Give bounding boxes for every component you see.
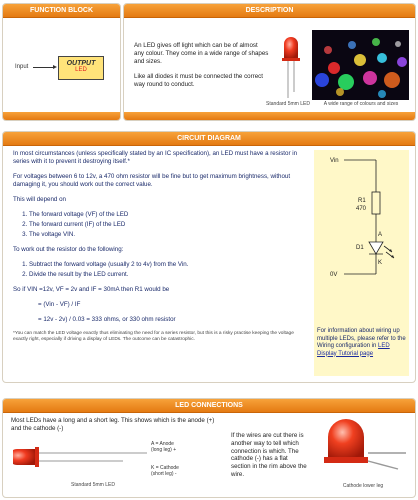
circuit-diagram-panel bbox=[2, 131, 416, 383]
description-text bbox=[134, 42, 269, 96]
input-label: Input bbox=[15, 64, 29, 70]
anode-legend-line-1: A = Anode bbox=[151, 441, 174, 447]
circuit-example: So if VIN =12v, VF = 2v and IF = 30mA then R1 would be bbox=[13, 286, 170, 293]
depends-item: 3. The voltage VIN. bbox=[29, 231, 305, 239]
vin-label: Vin bbox=[330, 158, 339, 164]
input-arrow-head bbox=[53, 65, 57, 69]
circuit-intro: In most circumstances (unless specifically stated by an IC specification), an LED must have a resistor in series with it to prevent it destroying itself.* bbox=[13, 150, 298, 165]
circuit-work-out: To work out the resistor do the following: bbox=[13, 246, 124, 253]
description-title: DESCRIPTION bbox=[124, 4, 415, 18]
panel-footer bbox=[3, 112, 120, 120]
d1-label: D1 bbox=[356, 245, 364, 251]
r1-value: 470 bbox=[356, 206, 367, 212]
led-legs-image bbox=[13, 439, 148, 473]
cathode-legend bbox=[151, 465, 179, 477]
function-block-panel bbox=[2, 3, 121, 121]
panel-footer bbox=[124, 112, 415, 120]
steps-list bbox=[13, 261, 305, 279]
led-label: LED bbox=[75, 67, 87, 73]
description-para-1: An LED gives off light which can be of almost any colour. They come in a wide range of shapes and sizes. bbox=[134, 42, 269, 65]
depends-list bbox=[13, 211, 305, 239]
led-connections-panel bbox=[2, 398, 416, 498]
led-5mm-image bbox=[276, 32, 306, 102]
output-label: OUTPUT bbox=[66, 60, 96, 67]
equation-2: = 12v - 2v) / 0.03 = 333 ohms, or 330 ohm resistor bbox=[38, 316, 176, 323]
wiring-info-text: For information about wiring up multiple LEDs, please refer to the Wiring configuration in bbox=[317, 328, 406, 349]
cathode-led-image bbox=[318, 417, 408, 481]
cut-wires-text: If the wires are cut there is another way to tell which connection is which. The cathode (-) has a flat section in the rim above the wire. bbox=[231, 432, 307, 478]
led-colours-caption: A wide range of colours and sizes bbox=[323, 101, 399, 107]
input-arrow-line bbox=[33, 67, 55, 68]
cathode-legend-line-2: (short leg) - bbox=[151, 471, 177, 477]
led-colours-photo bbox=[312, 30, 409, 100]
circuit-voltages: For voltages between 6 to 12v, a 470 ohm resistor will be fine but to get maximum brightness, without damaging it, you should work out the correct value. bbox=[13, 173, 291, 188]
function-block-title: FUNCTION BLOCK bbox=[3, 4, 120, 18]
depends-item: 1. The forward voltage (VF) of the LED bbox=[29, 211, 305, 219]
circuit-depends: This will depend on bbox=[13, 196, 66, 203]
connections-intro: Most LEDs have a long and a short leg. This shows which is the anode (+) and the cathode (-) bbox=[11, 417, 215, 432]
anode-legend-line-2: (long leg) + bbox=[151, 447, 177, 453]
cathode-led-caption: Cathode lower leg bbox=[342, 483, 384, 489]
circuit-note: *You can match the LED voltage exactly thus eliminating the need for a series resistor, but this is a risky practise keeping the voltage exactly right, especially if driving a display of LEDs. The outcome can be catastrophic. bbox=[13, 331, 294, 342]
led-schematic bbox=[314, 150, 409, 300]
cathode-legend-line-1: K = Cathode bbox=[151, 465, 179, 471]
depends-item: 2. The forward current (IF) of the LED bbox=[29, 221, 305, 229]
ground-label: 0V bbox=[330, 272, 338, 278]
r1-label: R1 bbox=[358, 198, 366, 204]
description-para-2: Like all diodes it must be connected the correct way round to conduct. bbox=[134, 73, 263, 88]
anode-label: A bbox=[378, 232, 383, 238]
circuit-explanation bbox=[13, 150, 305, 343]
description-panel bbox=[123, 3, 416, 121]
wiring-info bbox=[317, 328, 409, 358]
step-item: 2. Divide the result by the LED current. bbox=[29, 271, 305, 279]
output-led-block bbox=[58, 56, 104, 80]
step-item: 1. Subtract the forward voltage (usually 2 to 4v) from the Vin. bbox=[29, 261, 305, 269]
anode-legend bbox=[151, 441, 176, 453]
led-display-tutorial-link[interactable]: LED Display Tutorial page bbox=[317, 343, 390, 357]
led-5mm-caption: Standard 5mm LED bbox=[266, 101, 310, 107]
led-legs-caption: Standard 5mm LED bbox=[71, 482, 115, 488]
cathode-label: K bbox=[378, 260, 383, 266]
schematic-panel bbox=[314, 150, 409, 376]
circuit-diagram-title: CIRCUIT DIAGRAM bbox=[3, 132, 415, 146]
led-connections-title: LED CONNECTIONS bbox=[3, 399, 415, 413]
equation-1: = (Vin - VF) / IF bbox=[38, 301, 81, 308]
